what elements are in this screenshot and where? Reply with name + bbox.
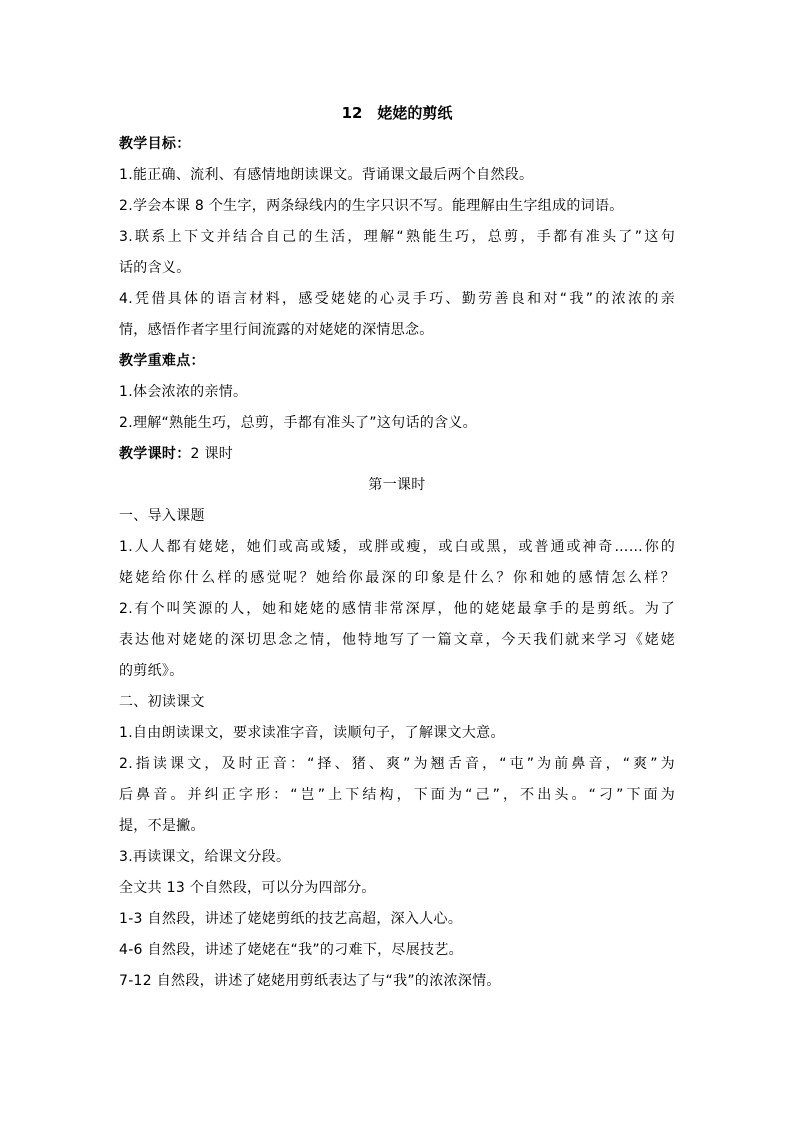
section-2-para-6-line-1: 4-6 自然段，讲述了姥姥在“我”的刁难下，尽展技艺。 <box>119 942 463 958</box>
objective-1-line-1: 1.能正确、流利、有感情地朗读课文。背诵课文最后两个自然段。 <box>119 167 534 183</box>
section-2-para-3-line-1: 3.再读课文，给课文分段。 <box>119 849 291 865</box>
document-page <box>119 98 675 997</box>
section-1-heading: 一、导入课题 <box>119 508 205 524</box>
section-1-para-2-line-2: 表达他对姥姥的深切思念之情，他特地写了一篇文章，今天我们就来学习《姥姥 <box>119 632 675 648</box>
objective-4-line-2: 情，感悟作者字里行间流露的对姥姥的深情思念。 <box>119 322 434 338</box>
teaching-hours <box>119 439 675 470</box>
section-2-para-1-line-1: 1.自由朗读课文，要求读准字音，读顺句子，了解课文大意。 <box>119 725 505 741</box>
section-1-para-2-line-3: 的剪纸》。 <box>119 663 184 679</box>
objectives-heading: 教学目标： <box>119 136 191 152</box>
difficulty-2: 2.理解“熟能生巧，总剪，手都有准头了”这句话的含义。 <box>119 415 477 431</box>
teaching-hours-value: 2 课时 <box>190 446 234 462</box>
difficulties-heading: 教学重难点： <box>119 353 205 369</box>
section-2-para-4-line-1: 全文共 13 个自然段，可以分为四部分。 <box>119 880 376 896</box>
document-title: 12 姥姥的剪纸 <box>341 104 453 122</box>
section-2-para-5-line-1: 1-3 自然段，讲述了姥姥剪纸的技艺高超，深入人心。 <box>119 911 463 927</box>
section-2-para-2-line-3: 提，不是撇。 <box>119 818 205 834</box>
objective-3-line-2: 话的含义。 <box>119 260 191 276</box>
section-1-para-2-line-1: 2.有个叫笑源的人，她和姥姥的感情非常深厚，他的姥姥最拿手的是剪纸。为了 <box>119 601 675 617</box>
objective-3-line-1: 3.联系上下文并结合自己的生活，理解“熟能生巧，总剪，手都有准头了”这句 <box>119 229 675 245</box>
teaching-hours-label: 教学课时： <box>119 446 191 462</box>
section-2-para-2-line-1: 2.指读课文，及时正音：“择、猪、爽”为翘舌音，“屯”为前鼻音，“爽”为 <box>119 756 675 772</box>
section-2-para-2-line-2: 后鼻音。并纠正字形：“岂”上下结构，下面为“己”，不出头。“刁”下面为 <box>119 787 675 803</box>
objective-2-line-1: 2.学会本课 8 个生字，两条绿线内的生字只识不写。能理解由生字组成的词语。 <box>119 198 624 214</box>
lesson-title: 第一课时 <box>368 477 426 493</box>
section-1-para-1-line-1: 1.人人都有姥姥，她们或高或矮，或胖或瘦，或白或黑，或普通或神奇……你的 <box>119 539 675 555</box>
section-1-para-1-line-2: 姥姥给你什么样的感觉呢？她给你最深的印象是什么？你和她的感情怎么样？ <box>119 570 675 586</box>
section-2-para-7-line-1: 7-12 自然段，讲述了姥姥用剪纸表达了与“我”的浓浓深情。 <box>119 973 501 989</box>
difficulty-1: 1.体会浓浓的亲情。 <box>119 384 248 400</box>
section-2-heading: 二、初读课文 <box>119 694 205 710</box>
objective-4-line-1: 4.凭借具体的语言材料，感受姥姥的心灵手巧、勤劳善良和对“我”的浓浓的亲 <box>119 291 675 307</box>
